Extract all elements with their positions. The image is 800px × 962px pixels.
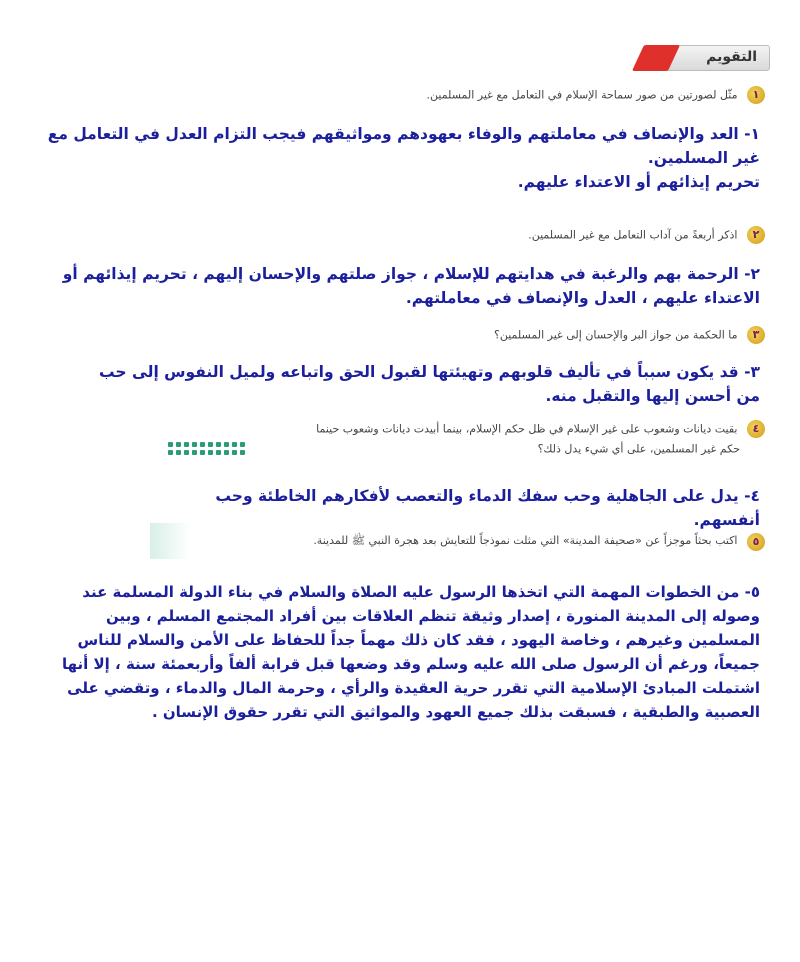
- question-text: مثّل لصورتين من صور سماحة الإسلام في التعامل مع غير المسلمين.: [426, 88, 738, 102]
- question-4: [316, 420, 765, 438]
- answer-line: تحريم إيذائهم أو الاعتداء عليهم.: [517, 173, 760, 191]
- question-number-icon: ٤: [747, 420, 765, 438]
- answer-line: المسلمين وغيرهم ، وخاصة اليهود ، فقد كان ذلك مهماً جداً للحفاظ على الأمن والسلام للناس: [77, 631, 760, 649]
- question-text: اذكر أربعةً من آداب التعامل مع غير المسلمين.: [528, 228, 738, 242]
- question-text: ما الحكمة من جواز البر والإحسان إلى غير المسلمين؟: [494, 328, 738, 342]
- question-text: حكم غير المسلمين، على أي شيء يدل ذلك؟: [537, 442, 740, 456]
- question-3: [494, 326, 765, 344]
- answer-line: من أحسن إليها والتقبل منه.: [545, 387, 760, 405]
- header-accent-shape: [632, 45, 680, 71]
- answer-1: [40, 122, 760, 194]
- answer-line: ٥- من الخطوات المهمة التي اتخذها الرسول عليه الصلاة والسلام في بناء الدولة المسلمة عند: [82, 583, 760, 601]
- answer-line: ١- العد والإنصاف في معاملتهم والوفاء بعهودهم ومواثيقهم فيجب التزام العدل في التعامل مع: [47, 125, 760, 143]
- answer-3: [80, 360, 760, 408]
- question-number-icon: ١: [747, 86, 765, 104]
- question-number-icon: ٣: [747, 326, 765, 344]
- answer-line: ٣- قد يكون سبباً في تأليف قلوبهم وتهيئتها لقبول الحق واتباعه ولميل النفوس إلى حب: [98, 363, 760, 381]
- answer-line: وصوله إلى المدينة المنورة ، إصدار وثيقة تنظم العلاقات بين أفراد المجتمع المسلم ، وبين: [106, 607, 760, 625]
- header-title: التقويم: [706, 49, 757, 65]
- question-5: [313, 533, 765, 551]
- answer-5: [35, 580, 760, 724]
- answer-line: الاعتداء عليهم ، العدل والإنصاف في معاملتهم.: [405, 289, 760, 307]
- question-text: اكتب بحثاً موجزاً عن «صحيفة المدينة» التي مثلت نموذجاً للتعايش بعد هجرة النبي ﷺ للمدينة.: [313, 534, 738, 547]
- answer-2: [35, 262, 760, 310]
- ministry-logo-faded: [150, 523, 190, 559]
- question-number-icon: ٥: [747, 533, 765, 551]
- question-2: [528, 226, 765, 244]
- question-4-line-2: [538, 442, 740, 456]
- answer-line: ٤- يدل على الجاهلية وحب سفك الدماء والتعصب لأفكارهم الخاطئة وحب أنفسهم.: [215, 487, 760, 529]
- answer-line: جميعاً، ورغم أن الرسول صلى الله عليه وسلم وقد وضعها قبل قرابة ألفاً وأربعمئة سنة ، إلا أنها: [61, 655, 760, 673]
- answer-4: [160, 484, 760, 532]
- answer-line: ٢- الرحمة بهم والرغبة في هدايتهم للإسلام ، جواز صلتهم والإحسان إليهم ، تحريم إيذائهم أو: [62, 265, 760, 283]
- ministry-logo: [165, 442, 245, 466]
- answer-line: العصبية والطبقية ، فسبقت بذلك جميع العهود والمواثيق التي تقرر حقوق الإنسان .: [151, 703, 760, 721]
- answer-line: اشتملت المبادئ الإسلامية التي تقرر حرية العقيدة والرأي ، وحرمة المال والدماء ، وتقضي على: [67, 679, 760, 697]
- evaluation-header-tab: [653, 45, 770, 71]
- question-1: [427, 86, 766, 104]
- answer-line: غير المسلمين.: [647, 149, 760, 167]
- question-number-icon: ٢: [747, 226, 765, 244]
- question-text: بقيت ديانات وشعوب على غير الإسلام في ظل حكم الإسلام، بينما أبيدت ديانات وشعوب حينما: [316, 422, 738, 436]
